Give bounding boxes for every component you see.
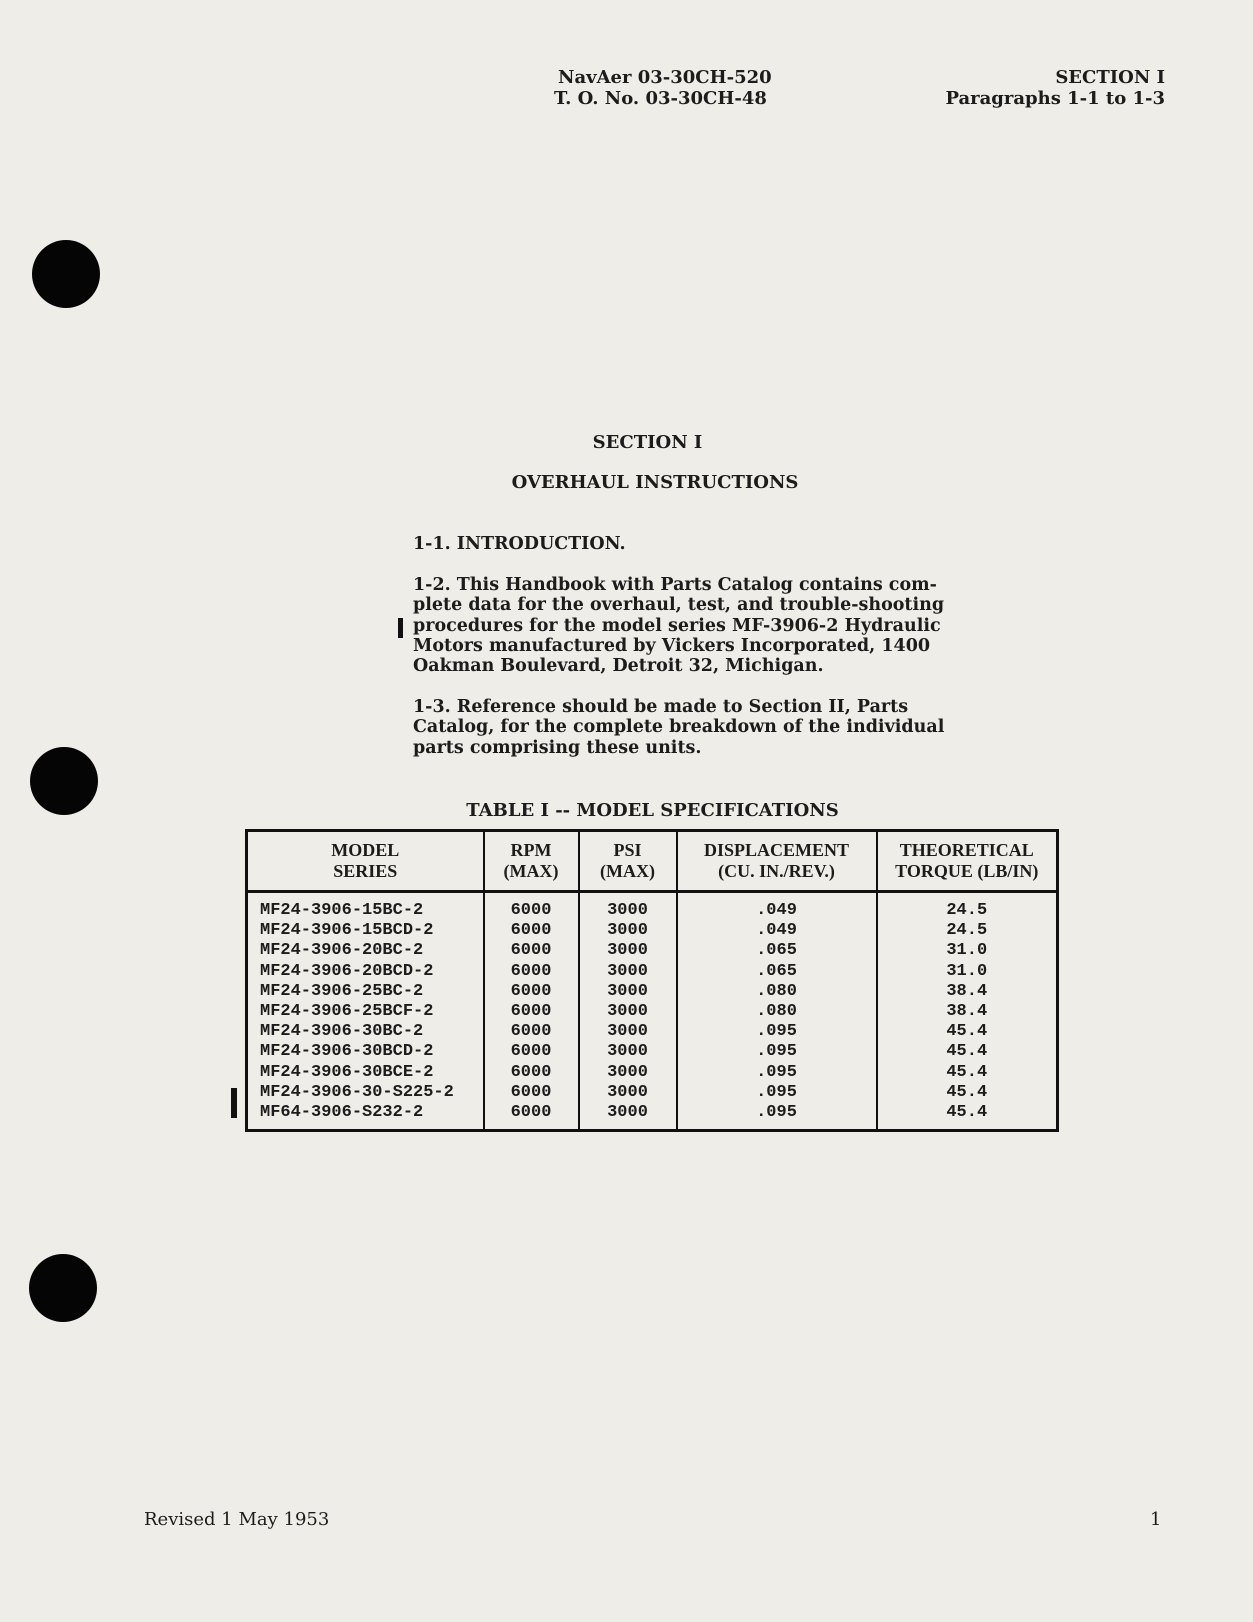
column-header-torque: THEORETICAL TORQUE (LB/IN) [877, 831, 1058, 892]
text-line: 1-2. This Handbook with Parts Catalog contains com- [413, 575, 937, 595]
cell-model: MF24-3906-25BC-2 [247, 982, 484, 1002]
cell-torque: 38.4 [877, 982, 1058, 1002]
table-row [247, 1103, 1058, 1131]
cell-model: MF24-3906-15BC-2 [247, 892, 484, 922]
model-specifications-table [245, 829, 1059, 1132]
cell-model: MF24-3906-20BCD-2 [247, 962, 484, 982]
text-line: procedures for the model series MF-3906-2 Hydraulic [413, 615, 941, 636]
binder-hole-bottom [29, 1254, 97, 1322]
section-label: SECTION I [1055, 67, 1165, 88]
column-header-displacement: DISPLACEMENT (CU. IN./REV.) [677, 831, 877, 892]
cell-displacement: .095 [677, 1103, 877, 1131]
cell-psi: 3000 [579, 892, 677, 922]
cell-rpm: 6000 [484, 1022, 579, 1042]
cell-rpm: 6000 [484, 1103, 579, 1131]
text-line: 1-3. Reference should be made to Section II, Parts [413, 697, 909, 717]
cell-displacement: .049 [677, 921, 877, 941]
cell-rpm: 6000 [484, 1063, 579, 1083]
table-row [247, 1063, 1058, 1083]
text-line: parts comprising these units. [413, 737, 702, 758]
cell-displacement: .065 [677, 962, 877, 982]
cell-rpm: 6000 [484, 1002, 579, 1022]
cell-torque: 45.4 [877, 1042, 1058, 1062]
cell-model: MF24-3906-15BCD-2 [247, 921, 484, 941]
cell-rpm: 6000 [484, 962, 579, 982]
table-row [247, 962, 1058, 982]
cell-torque: 24.5 [877, 921, 1058, 941]
cell-displacement: .049 [677, 892, 877, 922]
cell-displacement: .065 [677, 941, 877, 961]
table-row [247, 1002, 1058, 1022]
cell-torque: 24.5 [877, 892, 1058, 922]
column-header-psi: PSI (MAX) [579, 831, 677, 892]
cell-model: MF64-3906-S232-2 [247, 1103, 484, 1131]
text-line: plete data for the overhaul, test, and trouble-shooting [413, 595, 945, 616]
cell-displacement: .080 [677, 1002, 877, 1022]
table-row [247, 941, 1058, 961]
table-row [247, 1042, 1058, 1062]
cell-psi: 3000 [579, 962, 677, 982]
binder-hole-top [32, 240, 100, 308]
cell-torque: 31.0 [877, 962, 1058, 982]
text-line: Oakman Boulevard, Detroit 32, Michigan. [413, 656, 824, 677]
cell-model: MF24-3906-30-S225-2 [247, 1083, 484, 1103]
paragraph-1-3 [413, 697, 945, 758]
cell-displacement: .095 [677, 1083, 877, 1103]
cell-rpm: 6000 [484, 1042, 579, 1062]
cell-torque: 45.4 [877, 1022, 1058, 1042]
cell-rpm: 6000 [484, 1083, 579, 1103]
table-row [247, 982, 1058, 1002]
navaer-number: NavAer 03-30CH-520 [558, 67, 772, 88]
cell-psi: 3000 [579, 1002, 677, 1022]
cell-model: MF24-3906-25BCF-2 [247, 1002, 484, 1022]
cell-psi: 3000 [579, 1083, 677, 1103]
table-title: TABLE I -- MODEL SPECIFICATIONS [466, 800, 839, 821]
change-bar [231, 1088, 237, 1118]
table-row [247, 1022, 1058, 1042]
cell-psi: 3000 [579, 1063, 677, 1083]
cell-psi: 3000 [579, 1103, 677, 1131]
cell-torque: 31.0 [877, 941, 1058, 961]
paragraph-range: Paragraphs 1-1 to 1-3 [945, 88, 1165, 109]
intro-heading: 1-1. INTRODUCTION. [413, 534, 626, 554]
cell-torque: 38.4 [877, 1002, 1058, 1022]
cell-model: MF24-3906-30BC-2 [247, 1022, 484, 1042]
cell-displacement: .095 [677, 1063, 877, 1083]
column-header-rpm: RPM (MAX) [484, 831, 579, 892]
cell-model: MF24-3906-30BCD-2 [247, 1042, 484, 1062]
page-number: 1 [1150, 1509, 1162, 1530]
cell-torque: 45.4 [877, 1103, 1058, 1131]
text-line: Motors manufactured by Vickers Incorporated, 1400 [413, 635, 931, 656]
table-row [247, 892, 1058, 922]
cell-torque: 45.4 [877, 1063, 1058, 1083]
change-bar [398, 618, 403, 638]
column-header-model: MODEL SERIES [247, 831, 484, 892]
cell-displacement: .095 [677, 1042, 877, 1062]
cell-rpm: 6000 [484, 982, 579, 1002]
table-row [247, 1083, 1058, 1103]
cell-rpm: 6000 [484, 892, 579, 922]
table-header-row [247, 831, 1058, 892]
cell-rpm: 6000 [484, 941, 579, 961]
cell-displacement: .080 [677, 982, 877, 1002]
section-header [945, 67, 1165, 109]
text-line: Catalog, for the complete breakdown of the individual [413, 717, 945, 738]
doc-number-header [554, 67, 772, 109]
paragraph-1-2 [413, 575, 945, 677]
table-row [247, 921, 1058, 941]
section-subtitle: OVERHAUL INSTRUCTIONS [511, 472, 799, 493]
cell-model: MF24-3906-20BC-2 [247, 941, 484, 961]
cell-torque: 45.4 [877, 1083, 1058, 1103]
cell-psi: 3000 [579, 1042, 677, 1062]
cell-displacement: .095 [677, 1022, 877, 1042]
cell-psi: 3000 [579, 1022, 677, 1042]
cell-rpm: 6000 [484, 921, 579, 941]
section-title: SECTION I [592, 432, 703, 453]
to-number: T. O. No. 03-30CH-48 [554, 88, 767, 109]
cell-model: MF24-3906-30BCE-2 [247, 1063, 484, 1083]
revision-date: Revised 1 May 1953 [144, 1509, 330, 1530]
cell-psi: 3000 [579, 921, 677, 941]
cell-psi: 3000 [579, 982, 677, 1002]
cell-psi: 3000 [579, 941, 677, 961]
